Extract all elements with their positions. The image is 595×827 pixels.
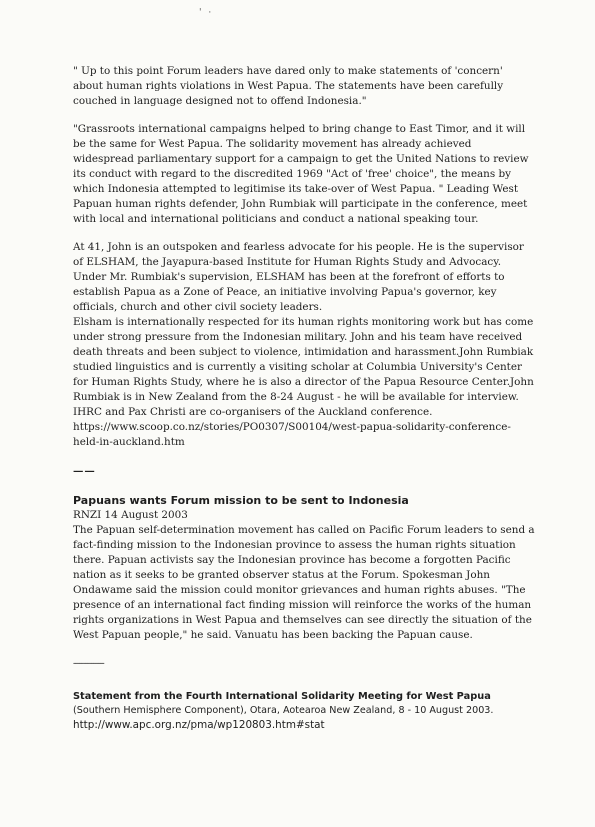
article-dateline: RNZI 14 August 2003 <box>73 509 188 521</box>
quote-paragraph-1: " Up to this point Forum leaders have dared only to make statements of 'concern' about human rights violations in West Papua. The statements have been carefully couched in language designed not to offend Indonesia." <box>73 65 504 107</box>
statement-link[interactable]: http://www.apc.org.nz/pma/wp120803.htm#stat <box>73 719 325 731</box>
statement-title: Statement from the Fourth International Solidarity Meeting for West Papua <box>73 691 491 702</box>
article-body: The Papuan self-determination movement has called on Pacific Forum leaders to send a fact-finding mission to the Indonesian province to assess the human rights situation there. Papuan activists say the Indonesian province has become a forgotten Pacific nation as it seeks to be granted observer status at the Forum. Spokesman John Ondawame said the mission could monitor grievances and human rights abuses. "The presence of an international fact finding mission will reinforce the works of the human rights organizations in West Papua and themselves can see directly the situation of the West Papuan people," he said. Vanuatu has been backing the Papuan cause. <box>73 524 535 641</box>
elsham-paragraph: Elsham is internationally respected for its human rights monitoring work but has come under strong pressure from the Indonesian military. John and his team have received death threats and been subject to violence, intimidation and harassment.John Rumbiak studied linguistics and is currently a visiting scholar at Columbia University's Center for Human Rights Study, where he is also a director of the Papua Resource Center.John Rumbiak is in New Zealand from the 8-24 August - he will be available for interview. IHRC and Pax Christi are co-organisers of the Auckland conference. <box>73 316 534 418</box>
bio-paragraph: At 41, John is an outspoken and fearless advocate for his people. He is the supervisor of ELSHAM, the Jayapura-based Institute for Human Rights Study and Advocacy. Under Mr. Rumbiak's supervision, ELSHAM has been at the forefront of efforts to establish Papua as a Zone of Peace, an initiative involving Papua's governor, key officials, church and other civil society leaders. <box>73 241 524 313</box>
article-headline: Papuans wants Forum mission to be sent to Indonesia <box>73 494 409 507</box>
scan-artifact: ' · <box>199 8 214 18</box>
quote-paragraph-2: "Grassroots international campaigns helped to bring change to East Timor, and it will be the same for West Papua. The solidarity movement has already achieved widespread parliamentary support for a campaign to get the United Nations to review its conduct with regard to the discredited 1969 "Act of 'free' choice", the means by which Indonesia attempted to legitimise its take-over of West Papua. " Leading West Papuan human rights defender, John Rumbiak will participate in the conference, meet with local and international politicians and conduct a national speaking tour. <box>73 123 529 225</box>
dotted-rule: --------------- <box>73 659 104 669</box>
source-link-1[interactable]: https://www.scoop.co.nz/stories/PO0307/S00104/west-papua-solidarity-conference-held-in-auckland.htm <box>73 421 511 448</box>
document-body <box>73 64 535 733</box>
statement-subtitle: (Southern Hemisphere Component), Otara, Aotearoa New Zealand, 8 - 10 August 2003. <box>73 705 494 716</box>
section-separator: —— <box>73 465 96 477</box>
